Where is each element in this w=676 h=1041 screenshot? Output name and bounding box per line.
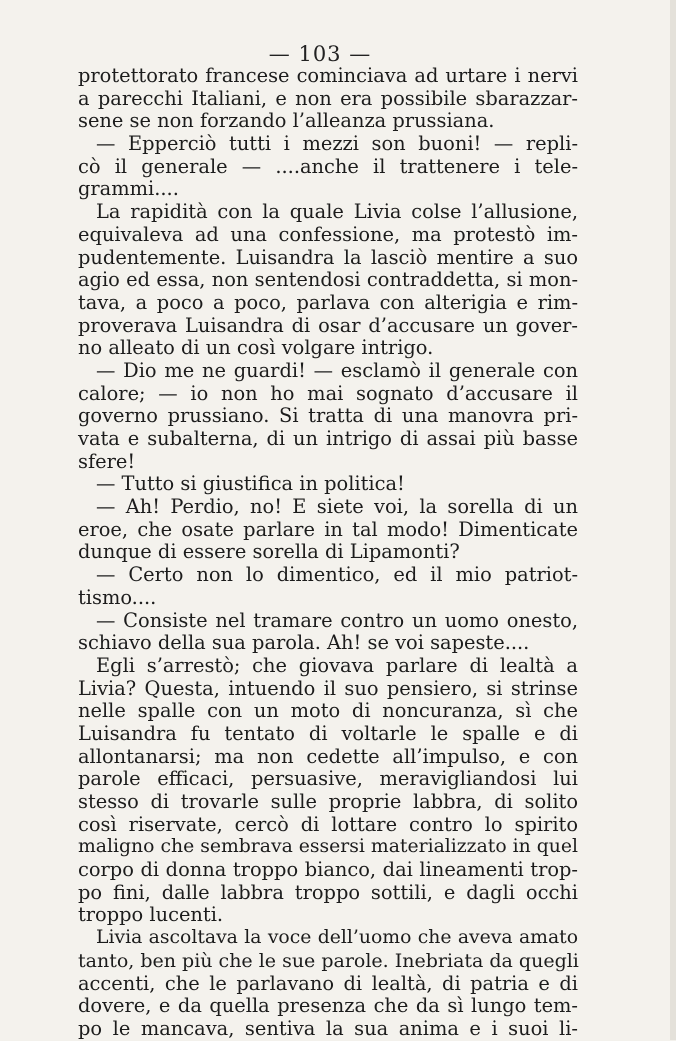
text-line: Egli s’arrestò; che giovava parlare di lealtà a xyxy=(96,653,578,677)
text-line: protettorato francese cominciava ad urtare i nervi xyxy=(78,64,578,87)
text-line: — Certo non lo dimentico, ed il mio patriot- xyxy=(96,563,578,587)
text-line: eroe, che osate parlare in tal modo! Dimenticate xyxy=(78,517,578,541)
text-line: tismo.... xyxy=(78,585,157,609)
text-line: po fini, dalle labbra troppo sottili, e dagli occhi xyxy=(78,880,578,904)
text-line: proverava Luisandra di osar d’accusare un gover- xyxy=(78,313,578,337)
text-line: cò il generale — ....anche il trattenere i tele- xyxy=(78,154,578,178)
page-number: — 103 — xyxy=(268,42,372,66)
text-line: equivaleva ad una confessione, ma protestò im- xyxy=(78,222,578,246)
text-line: agio ed essa, non sentendosi contraddetta, si mon- xyxy=(78,268,578,292)
text-line: allontanarsi; ma non cedette all’impulso, e con xyxy=(78,744,578,768)
text-line: tanto, ben più che le sue parole. Inebriata da quegli xyxy=(78,949,579,972)
text-line: dovere, e da quella presenza che da sì lungo tem- xyxy=(78,994,578,1018)
text-line: — Dio me ne guardi! — esclamò il generale con xyxy=(96,358,578,382)
text-line: sene se non forzando l’alleanza prussiana. xyxy=(78,109,495,133)
text-line: sfere! xyxy=(78,449,136,473)
text-line: no alleato di un così volgare intrigo. xyxy=(78,336,434,360)
text-line: po le mancava, sentiva la sua anima e i suoi li- xyxy=(78,1016,578,1040)
text-line: grammi.... xyxy=(78,177,179,201)
text-line: tava, a poco a poco, parlava con alterigia e rim- xyxy=(78,290,578,314)
text-line: Luisandra fu tentato di voltarle le spalle e di xyxy=(78,721,578,745)
body-text xyxy=(78,65,578,1041)
text-line: — Consiste nel tramare contro un uomo onesto, xyxy=(96,608,578,632)
text-line: maligno che sembrava essersi materializzato in quel xyxy=(78,836,578,858)
text-line: accenti, che le parlavano di lealtà, di patria e di xyxy=(78,971,578,995)
text-line: Livia? Questa, intuendo il suo pensiero, si strinse xyxy=(78,676,578,700)
text-line: nelle spalle con un moto di noncuranza, sì che xyxy=(78,699,578,723)
text-line: Livia ascoltava la voce dell’uomo che aveva amato xyxy=(96,927,578,949)
text-line: pudentemente. Luisandra la lasciò mentire a suo xyxy=(78,245,578,269)
text-line: corpo di donna troppo bianco, dai lineamenti trop- xyxy=(78,858,578,882)
text-line: troppo lucenti. xyxy=(78,903,224,927)
text-line: — Ah! Perdio, no! E siete voi, la sorella di un xyxy=(96,495,578,519)
text-line: parole efficaci, persuasive, meravigliandosi lui xyxy=(78,767,578,791)
text-line: a parecchi Italiani, e non era possibile sbarazzar- xyxy=(78,86,578,110)
text-line: schiavo della sua parola. Ah! se voi sapeste.... xyxy=(78,631,530,655)
text-line: stesso di trovarle sulle proprie labbra, di solito xyxy=(78,790,578,813)
text-line: La rapidità con la quale Livia colse l’allusione, xyxy=(96,200,578,224)
text-line: dunque di essere sorella di Lipamonti? xyxy=(78,540,460,564)
text-line: — Epperciò tutti i mezzi son buoni! — repli- xyxy=(96,132,578,156)
text-line: vata e subalterna, di un intrigo di assai più basse xyxy=(78,427,578,450)
text-line: così riservate, cercò di lottare contro lo spirito xyxy=(78,812,578,836)
text-line: calore; — io non ho mai sognato d’accusare il xyxy=(78,381,578,405)
text-line: — Tutto si giustifica in politica! xyxy=(96,472,405,496)
text-line: governo prussiano. Si tratta di una manovra pri- xyxy=(78,404,578,428)
